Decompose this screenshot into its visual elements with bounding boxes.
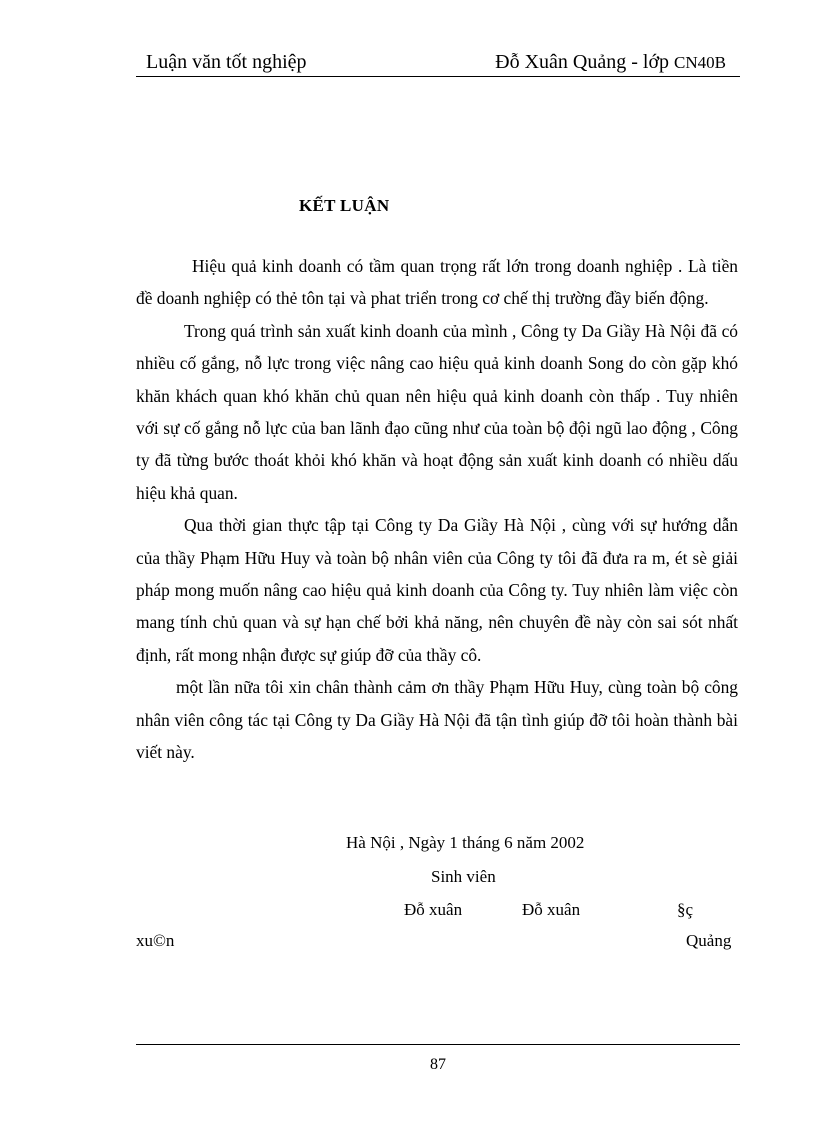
- header-class-code: CN40B: [674, 53, 726, 72]
- section-title: KẾT LUẬN: [299, 196, 390, 215]
- paragraph-1: Hiệu quả kinh doanh có tầm quan trọng rất lớn trong doanh nghiệp . Là tiền đề doanh nghiệp có thẻ tôn tại và phat triển trong cơ chế thị trường đầy biến động.: [136, 256, 738, 309]
- paragraph-2: Trong quá trình sản xuất kinh doanh của mình , Công ty Da Giầy Hà Nội đã có nhiều cố gắng, nỗ lực trong việc nâng cao hiệu quả kinh doanh Song do còn gặp khó khăn khách quan khó khăn chủ quan nên hiệu quả kinh doanh còn thấp . Tuy nhiên với sự cố gắng nỗ lực của ban lãnh đạo cũng như của toàn bộ đội ngũ lao động , Công ty đã từng bước thoát khỏi khó khăn và hoạt động sản xuất kinh doanh có nhiều dấu hiệu khả quan.: [136, 320, 738, 503]
- signature-name-a: Đỗ xuân: [404, 900, 463, 919]
- page-number: 87: [430, 1056, 446, 1073]
- signature-left-fragment: xu©n: [136, 931, 175, 950]
- paragraph-4: một lần nữa tôi xin chân thành cảm ơn thầy Phạm Hữu Huy, cùng toàn bộ công nhân viên công tác tại Công ty Da Giầy Hà Nội đã tận tình giúp đỡ tôi hoàn thành bài viết này.: [136, 677, 738, 763]
- conclusion-body: [136, 250, 738, 769]
- signature-name-b: Đỗ xuân: [522, 900, 581, 919]
- signature-surname: Quảng: [686, 931, 732, 950]
- signature-place-date: Hà Nội , Ngày 1 tháng 6 năm 2002: [346, 833, 585, 852]
- signature-role: Sinh viên: [431, 867, 496, 886]
- page-header: [136, 50, 740, 77]
- header-author-name: Đỗ Xuân Quảng - lớp: [495, 51, 670, 73]
- header-thesis-label: Luận văn tốt nghiệp: [146, 51, 307, 73]
- paragraph-3: Qua thời gian thực tập tại Công ty Da Giầy Hà Nội , cùng với sự hướng dẫn của thầy Phạm Hữu Huy và toàn bộ nhân viên của Công ty tôi đã đưa ra m, ét sè giải pháp mong muốn nâng cao hiệu quả kinh doanh của Công ty. Tuy nhiên làm việc còn mang tính chủ quan và sự hạn chế bởi khả năng, nên chuyên đề này còn sai sót nhất định, rất mong nhận được sự giúp đỡ của thầy cô.: [136, 515, 738, 665]
- signature-garbled-text: §ç: [677, 900, 694, 919]
- header-author: [495, 50, 726, 75]
- footer-divider: [136, 1044, 740, 1045]
